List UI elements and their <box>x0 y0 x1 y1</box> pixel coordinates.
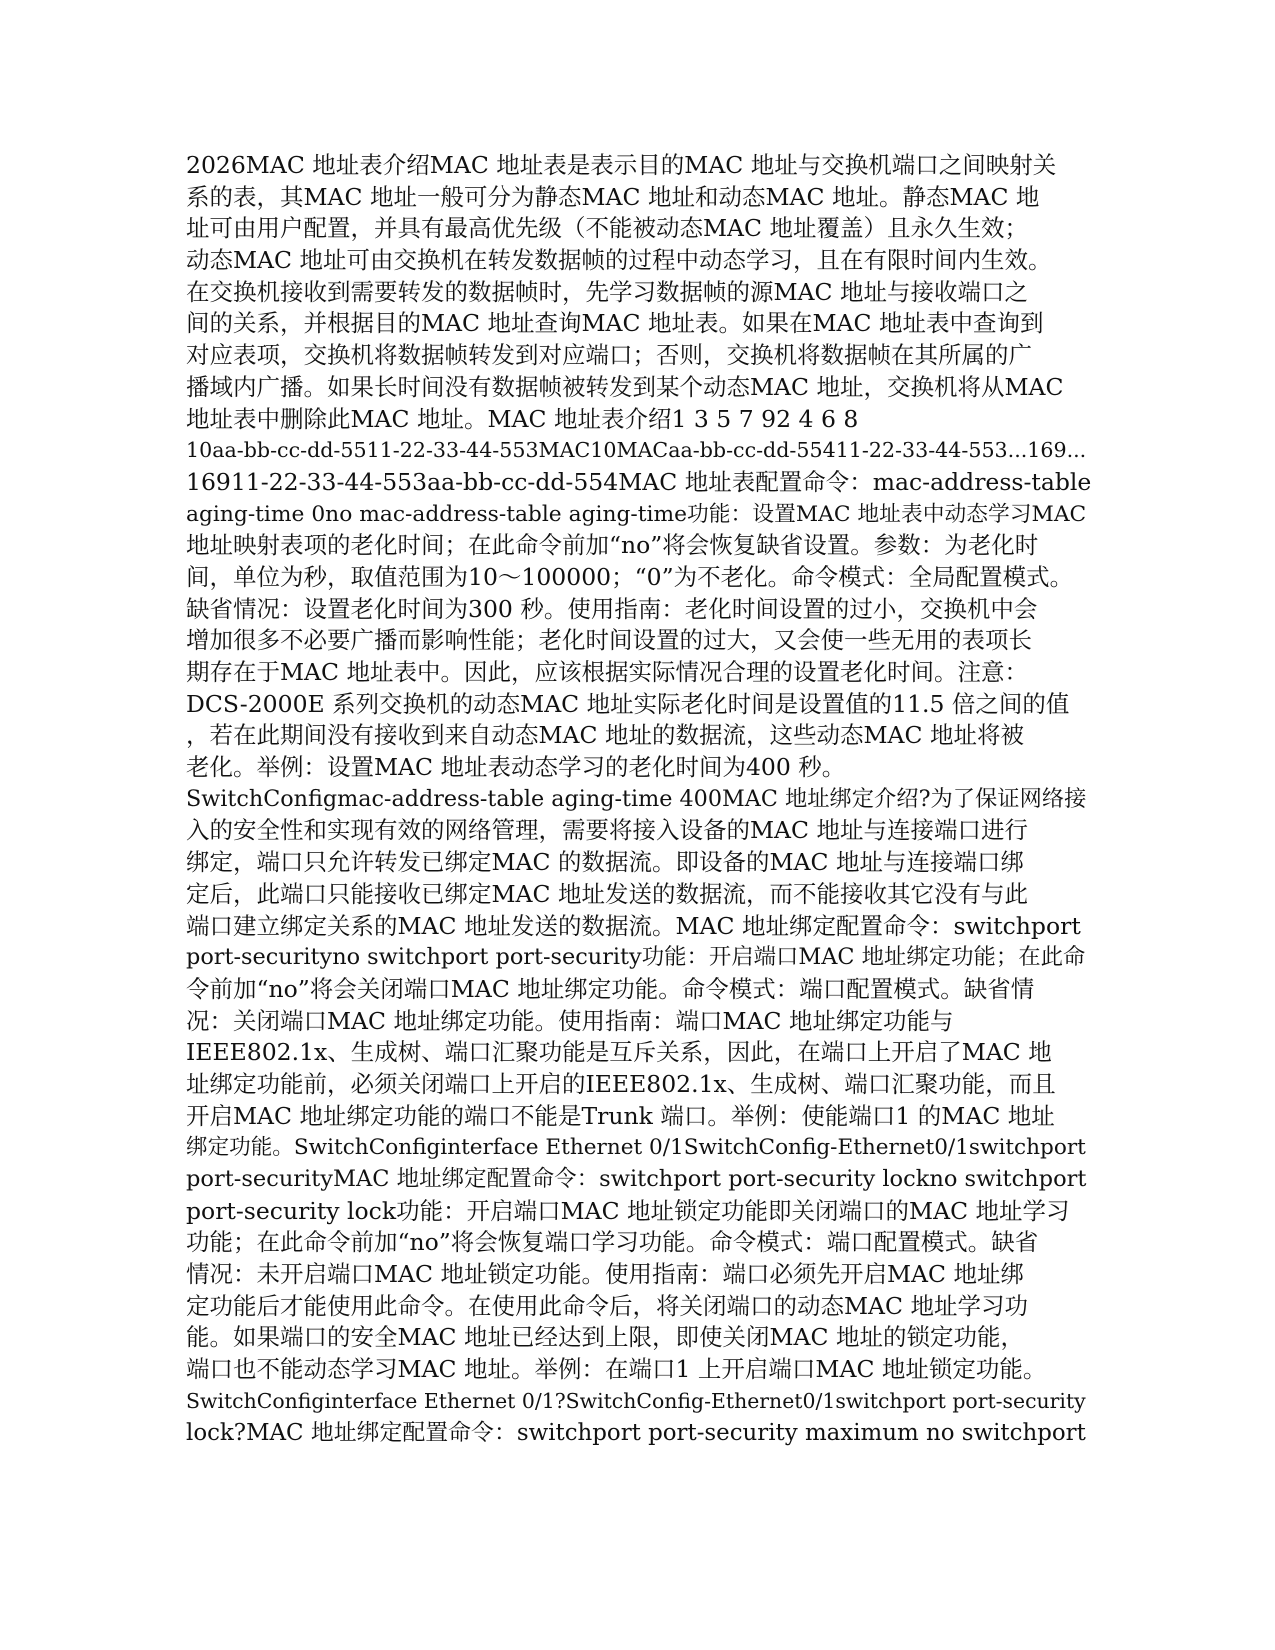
text-line: 间，单位为秒，取值范围为10～100000；“0”为不老化。命令模式：全局配置模式。 <box>186 562 1074 591</box>
text-line: 绑定，端口只允许转发已绑定MAC 的数据流。即设备的MAC 地址与连接端口绑 <box>186 848 1024 877</box>
text-line: 动态MAC 地址可由交换机在转发数据帧的过程中动态学习，且在有限时间内生效。 <box>186 246 1052 275</box>
text-line: 16911-22-33-44-553aa-bb-cc-dd-554MAC 地址表配置命令：mac-address-table <box>186 467 1091 496</box>
text-line: 系的表，其MAC 地址一般可分为静态MAC 地址和动态MAC 地址。静态MAC 地 <box>186 182 1040 211</box>
text-line: 端口建立绑定关系的MAC 地址发送的数据流。MAC 地址绑定配置命令：switchport <box>186 911 1081 940</box>
text-line: lock?MAC 地址绑定配置命令：switchport port-security maximum no switchport <box>186 1419 1086 1446</box>
text-line: 10aa-bb-cc-dd-5511-22-33-44-553MAC10MACaa-bb-cc-dd-55411-22-33-44-553...169... <box>186 438 1087 463</box>
text-line: 开启MAC 地址绑定功能的端口不能是Trunk 端口。举例：使能端口1 的MAC 地址 <box>186 1101 1055 1130</box>
text-line: ，若在此期间没有接收到来自动态MAC 地址的数据流，这些动态MAC 地址将被 <box>186 721 1024 750</box>
document-body <box>186 150 1091 1449</box>
text-line: 2026MAC 地址表介绍MAC 地址表是表示目的MAC 地址与交换机端口之间映射关 <box>186 151 1057 179</box>
text-line: 绑定功能。SwitchConfiginterface Ethernet 0/1SwitchConfig-Ethernet0/1switchport <box>186 1135 1086 1161</box>
text-line: port-security lock功能：开启端口MAC 地址锁定功能即关闭端口的MAC 地址学习 <box>186 1196 1070 1225</box>
text-line: port-securityMAC 地址绑定配置命令：switchport port-security lockno switchport <box>186 1166 1087 1192</box>
text-line: 况：关闭端口MAC 地址绑定功能。使用指南：端口MAC 地址绑定功能与 <box>186 1006 954 1035</box>
text-line: aging-time 0no mac-address-table aging-time功能：设置MAC 地址表中动态学习MAC <box>186 501 1087 527</box>
text-line: IEEE802.1x、生成树、端口汇聚功能是互斥关系，因此，在端口上开启了MAC 地 <box>186 1038 1052 1067</box>
text-line: 入的安全性和实现有效的网络管理，需要将接入设备的MAC 地址与连接端口进行 <box>186 816 1028 845</box>
text-line: SwitchConfiginterface Ethernet 0/1?SwitchConfig-Ethernet0/1switchport port-security <box>186 1388 1086 1413</box>
text-line: SwitchConfigmac-address-table aging-time 400MAC 地址绑定介绍?为了保证网络接 <box>186 785 1087 812</box>
text-line: 能。如果端口的安全MAC 地址已经达到上限，即使关闭MAC 地址的锁定功能， <box>186 1323 1024 1352</box>
text-line: 播域内广播。如果长时间没有数据帧被转发到某个动态MAC 地址，交换机将从MAC <box>186 372 1064 401</box>
text-line: 情况：未开启端口MAC 地址锁定功能。使用指南：端口必须先开启MAC 地址绑 <box>186 1260 1024 1289</box>
text-line: 在交换机接收到需要转发的数据帧时，先学习数据帧的源MAC 地址与接收端口之 <box>186 277 1028 306</box>
text-line: 间的关系，并根据目的MAC 地址查询MAC 地址表。如果在MAC 地址表中查询到 <box>186 309 1044 338</box>
text-line: 期存在于MAC 地址表中。因此，应该根据实际情况合理的设置老化时间。注意： <box>186 658 1028 686</box>
text-line: 老化。举例：设置MAC 地址表动态学习的老化时间为400 秒。 <box>186 753 846 782</box>
text-line: 定后，此端口只能接收已绑定MAC 地址发送的数据流，而不能接收其它没有与此 <box>186 879 1028 908</box>
text-line: 地址映射表项的老化时间；在此命令前加“no”将会恢复缺省设置。参数：为老化时 <box>186 531 1039 560</box>
text-line: 对应表项，交换机将数据帧转发到对应端口；否则，交换机将数据帧在其所属的广 <box>186 341 1032 370</box>
text-line: 址可由用户配置，并具有最高优先级（不能被动态MAC 地址覆盖）且永久生效； <box>186 214 1028 243</box>
text-line: 端口也不能动态学习MAC 地址。举例：在端口1 上开启端口MAC 地址锁定功能。 <box>186 1355 1047 1384</box>
text-line: 缺省情况：设置老化时间为300 秒。使用指南：老化时间设置的过小，交换机中会 <box>186 594 1038 623</box>
text-line: 增加很多不必要广播而影响性能；老化时间设置的过大，又会使一些无用的表项长 <box>186 626 1032 655</box>
text-line: 址绑定功能前，必须关闭端口上开启的IEEE802.1x、生成树、端口汇聚功能，而且 <box>186 1069 1056 1098</box>
text-line: 功能；在此命令前加“no”将会恢复端口学习功能。命令模式：端口配置模式。缺省 <box>186 1228 1039 1257</box>
text-line: 地址表中删除此MAC 地址。MAC 地址表介绍1 3 5 7 92 4 6 8 <box>186 404 859 433</box>
text-line: 定功能后才能使用此命令。在使用此命令后，将关闭端口的动态MAC 地址学习功 <box>186 1291 1028 1320</box>
text-line: DCS-2000E 系列交换机的动态MAC 地址实际老化时间是设置值的11.5 倍之间的值 <box>186 689 1070 718</box>
text-line: port-securityno switchport port-security功能：开启端口MAC 地址绑定功能；在此命 <box>186 944 1086 971</box>
text-line: 令前加“no”将会关闭端口MAC 地址绑定功能。命令模式：端口配置模式。缺省情 <box>186 974 1035 1003</box>
